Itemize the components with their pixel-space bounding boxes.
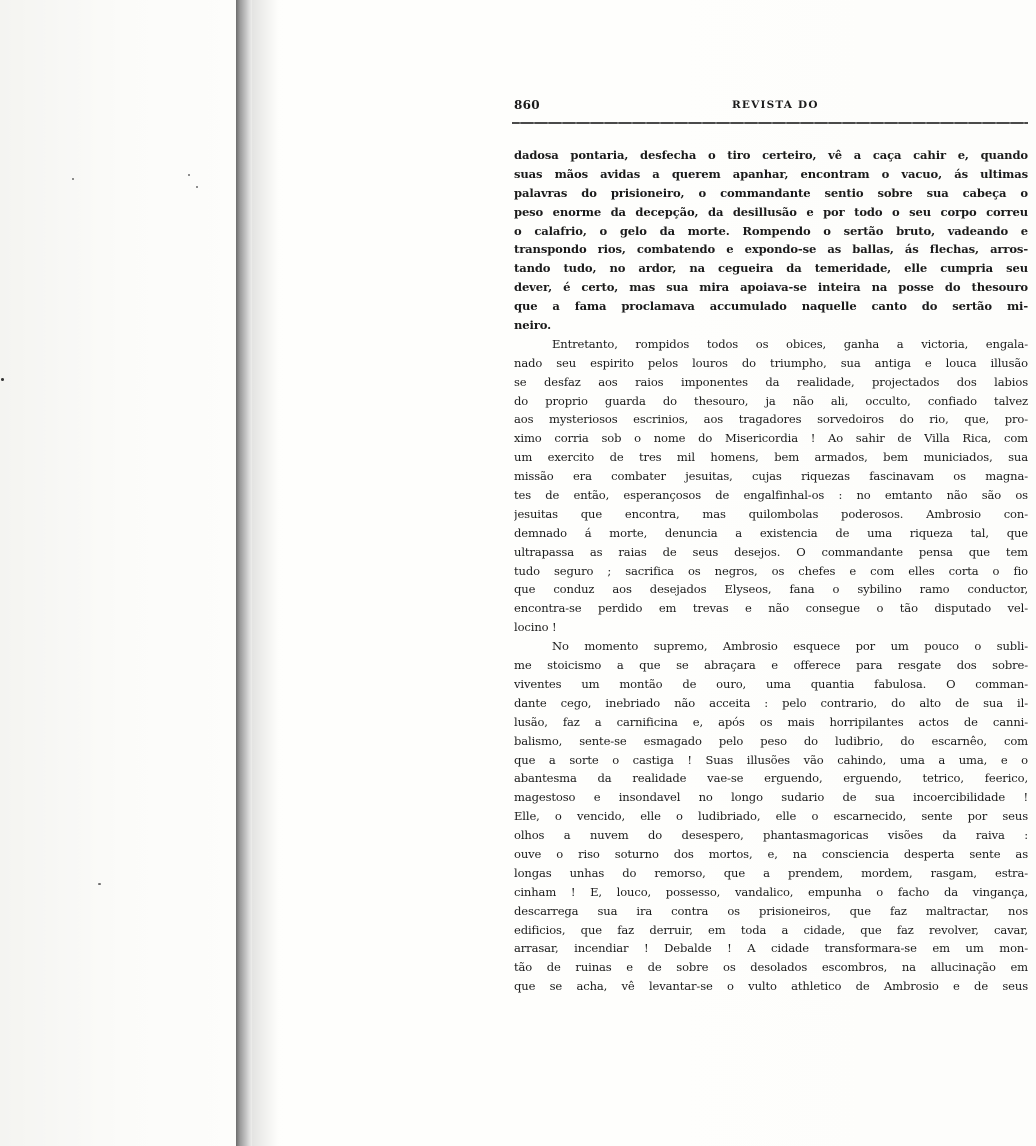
text-line: Elle, o vencido, elle o ludibriado, elle o escarnecido, sente por seus xyxy=(514,809,1028,824)
paper-speck xyxy=(72,178,74,180)
text-line: viventes um montão de ouro, uma quantia fabulosa. O comman- xyxy=(514,676,1028,691)
text-line: que a fama proclamava accumulado naquelle canto do sertão mi- xyxy=(514,299,1028,314)
text-line: ximo corria sob o nome do Misericordia ! Ao sahir de Villa Rica, com xyxy=(514,431,1028,446)
text-line: Entretanto, rompidos todos os obices, ganha a victoria, engala- xyxy=(552,336,1028,351)
text-line: neiro. xyxy=(514,318,552,333)
text-line: ouve o riso soturno dos mortos, e, na consciencia desperta sente as xyxy=(514,846,1028,861)
gutter-shadow xyxy=(252,0,278,1146)
text-line: jesuitas que encontra, mas quilombolas poderosos. Ambrosio con- xyxy=(514,506,1028,521)
text-line: dadosa pontaria, desfecha o tiro certeiro, vê a caça cahir e, quando xyxy=(514,148,1028,162)
text-line: tes de então, esperançosos de engalfinhal-os : no emtanto não são os xyxy=(514,488,1028,503)
text-line: que se acha, vê levantar-se o vulto athletico de Ambrosio e de seus xyxy=(514,979,1028,994)
text-line: palavras do prisioneiro, o commandante sentio sobre sua cabeça o xyxy=(514,185,1028,200)
text-line: suas mãos avidas a querem apanhar, encontram o vacuo, ás ultimas xyxy=(514,166,1028,181)
text-line: cinham ! E, louco, possesso, vandalico, empunha o facho da vingança, xyxy=(514,884,1028,899)
text-line: do proprio guarda do thesouro, ja não ali, occulto, confiado talvez xyxy=(514,393,1028,408)
text-line: tão de ruinas e de sobre os desolados escombros, na allucinação em xyxy=(514,960,1028,975)
text-line: me stoicismo a que se abraçara e offerece para resgate dos sobre- xyxy=(514,658,1028,673)
text-line: que conduz aos desejados Elyseos, fana o sybilino ramo conductor, xyxy=(514,582,1028,597)
text-line: um exercito de tres mil homens, bem armados, bem municiados, sua xyxy=(514,450,1028,465)
page-header xyxy=(514,96,1026,118)
text-line: balismo, sente-se esmagado pelo peso do ludibrio, do escarnêo, com xyxy=(514,733,1028,748)
paper-speck xyxy=(196,186,198,188)
text-line: dante cego, inebriado não acceita : pelo contrario, do alto de sua il- xyxy=(514,695,1028,710)
text-line: demnado á morte, denuncia a existencia de uma riqueza tal, que xyxy=(514,525,1028,540)
text-line: edificios, que faz derruir, em toda a cidade, que faz revolver, cavar, xyxy=(514,922,1028,937)
text-line: missão era combater jesuitas, cujas riquezas fascinavam os magna- xyxy=(514,469,1028,484)
text-line: peso enorme da decepção, da desillusão e por todo o seu corpo correu xyxy=(514,204,1028,219)
body-text xyxy=(514,146,1028,1136)
text-line: se desfaz aos raios imponentes da realidade, projectados dos labios xyxy=(514,374,1028,389)
text-line: tando tudo, no ardor, na cegueira da temeridade, elle cumpria seu xyxy=(514,261,1028,276)
text-line: arrasar, incendiar ! Debalde ! A cidade transformara-se em um mon- xyxy=(514,941,1028,956)
text-line: lusão, faz a carnificina e, após os mais horripilantes actos de canni- xyxy=(514,714,1028,729)
text-line: No momento supremo, Ambrosio esquece por um pouco o subli- xyxy=(552,639,1028,654)
text-line: aos mysteriosos escrinios, aos tragadores sorvedoiros do rio, que, pro- xyxy=(514,412,1028,427)
running-title: REVISTA DO xyxy=(732,99,819,111)
paper-speck xyxy=(1,378,4,381)
text-line: longas unhas do remorso, que a prendem, mordem, rasgam, estra- xyxy=(514,865,1028,880)
text-line: nado seu espirito pelos louros do triumpho, sua antiga e louca illusão xyxy=(514,355,1028,370)
text-line: o calafrio, o gelo da morte. Rompendo o sertão bruto, vadeando e xyxy=(514,223,1028,238)
text-line: que a sorte o castiga ! Suas illusões vão cahindo, uma a uma, e o xyxy=(514,752,1028,767)
text-line: abantesma da realidade vae-se erguendo, erguendo, tetrico, feerico, xyxy=(514,771,1028,786)
text-line: descarrega sua ira contra os prisioneiros, que faz maltractar, nos xyxy=(514,903,1028,918)
text-line: tudo seguro ; sacrifica os negros, os chefes e com elles corta o fio xyxy=(514,563,1028,578)
header-rule xyxy=(512,122,1028,124)
text-line: ultrapassa as raias de seus desejos. O commandante pensa que tem xyxy=(514,544,1028,559)
paper-speck xyxy=(98,883,101,885)
text-line: encontra-se perdido em trevas e não consegue o tão disputado vel- xyxy=(514,601,1028,616)
text-line: dever, é certo, mas sua mira apoiava-se inteira na posse do thesouro xyxy=(514,280,1028,295)
text-line: transpondo rios, combatendo e expondo-se as ballas, ás flechas, arros- xyxy=(514,242,1028,257)
text-line: locino ! xyxy=(514,620,557,635)
paper-speck xyxy=(188,174,190,176)
text-line: magestoso e insondavel no longo sudario de sua incoercibilidade ! xyxy=(514,790,1028,805)
book-gutter xyxy=(236,0,252,1146)
page-number: 860 xyxy=(514,98,540,112)
text-line: olhos a nuvem do desespero, phantasmagoricas visões da raiva : xyxy=(514,828,1028,843)
